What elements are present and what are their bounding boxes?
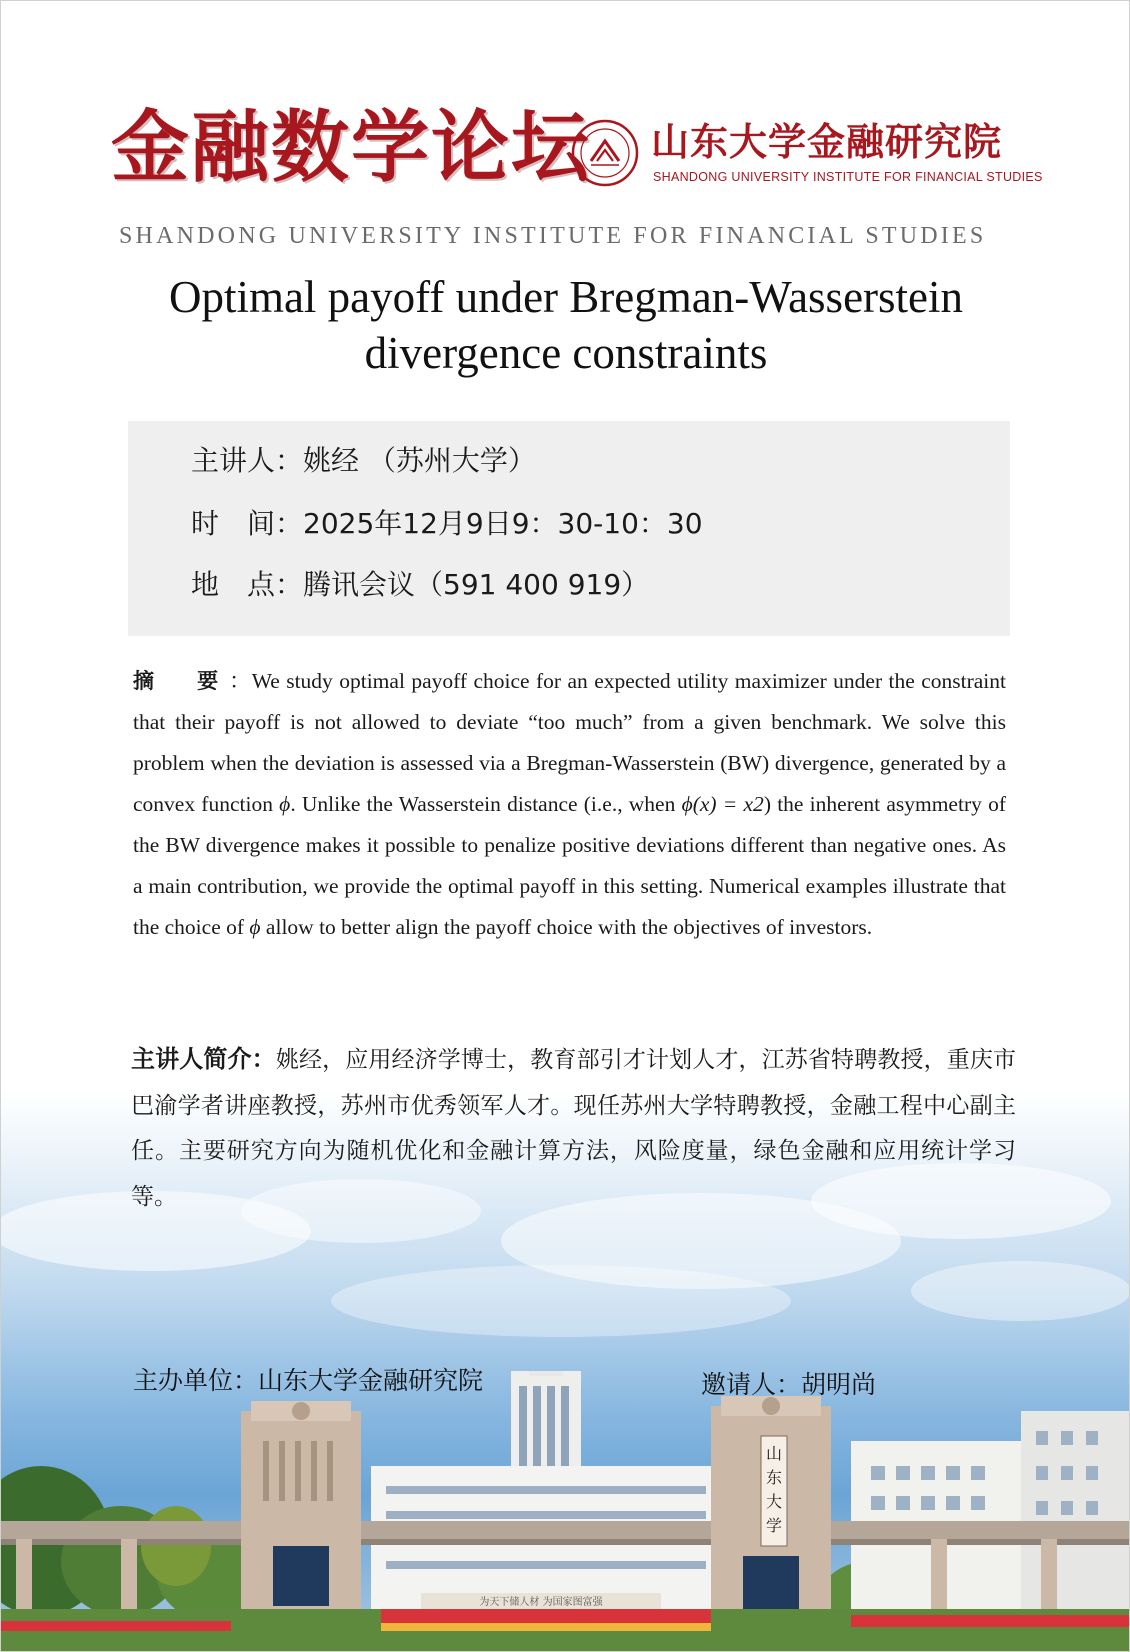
host-organizer: 主办单位：山东大学金融研究院 xyxy=(133,1366,484,1395)
institute-subtitle: SHANDONG UNIVERSITY INSTITUTE FOR FINANCIAL STUDIES xyxy=(119,223,987,249)
abstract-text-3: ) the inherent asymmetry of the BW divergence makes it possible to penalize positive deviations different than negative ones. As a main contribution, we provide the optimal payoff in this setting. Numerical examples illustrate that the choice of xyxy=(133,792,1006,939)
speaker-row xyxy=(191,439,536,479)
abstract-text-1: We study optimal payoff choice for an expected utility maximizer under the constraint that their payoff is not allowed to deviate “too much” from a given benchmark. We solve this problem when the deviation is assessed via a Bregman-Wasserstein (BW) divergence, generated by a convex function xyxy=(133,669,1006,816)
institute-logo-en: SHANDONG UNIVERSITY INSTITUTE FOR FINANCIAL STUDIES xyxy=(653,170,1043,184)
info-box xyxy=(128,421,1010,636)
abstract xyxy=(133,661,1006,948)
time-value: 2025年12月9日9：30-10：30 xyxy=(303,507,703,540)
campus-gate-image xyxy=(1,1371,1130,1652)
inviter: 邀请人：胡明尚 xyxy=(701,1370,877,1399)
gate-plaque-text: 山东大学 xyxy=(765,1444,783,1535)
bio-text: 姚经，应用经济学博士，教育部引才计划人才，江苏省特聘教授，重庆市巴渝学者讲座教授，苏州市优秀领军人才。现任苏州大学特聘教授，金融工程中心副主任。主要研究方向为随机优化和金融计算方法，风险度量，绿色金融和应用统计学习等。 xyxy=(131,1047,1017,1210)
phi-symbol: ϕ xyxy=(249,915,261,939)
talk-title-line1: Optimal payoff under Bregman-Wasserstein xyxy=(168,272,964,322)
abstract-colon: ： xyxy=(229,669,252,694)
speaker-bio xyxy=(131,1037,1016,1220)
speaker-value: 姚经 （苏州大学） xyxy=(303,444,536,477)
abstract-text-4: allow to better align the payoff choice with the objectives of investors. xyxy=(260,915,873,939)
abstract-label: 摘 要 xyxy=(133,669,230,693)
time-row xyxy=(191,502,703,542)
phi-symbol: ϕ xyxy=(279,792,291,816)
institute-logo-cn: 山东大学金融研究院 xyxy=(651,119,1003,164)
place-row xyxy=(191,563,649,603)
place-value: 腾讯会议（591 400 919） xyxy=(303,568,650,601)
place-label: 地 点： xyxy=(191,568,304,601)
time-label: 时 间： xyxy=(191,507,304,540)
banner-text: 为天下储人材 为国家图富强 xyxy=(479,1597,603,1608)
forum-title: 金融数学论坛 xyxy=(111,102,592,193)
speaker-label: 主讲人： xyxy=(191,444,304,477)
university-seal-icon xyxy=(571,119,639,187)
bio-label: 主讲人简介： xyxy=(131,1045,276,1073)
talk-title-line2: divergence constraints xyxy=(364,328,768,378)
talk-title xyxy=(101,269,1031,381)
abstract-text-2: . Unlike the Wasserstein distance (i.e., when xyxy=(290,792,682,816)
phi-formula: ϕ(x) = x2 xyxy=(681,792,764,816)
